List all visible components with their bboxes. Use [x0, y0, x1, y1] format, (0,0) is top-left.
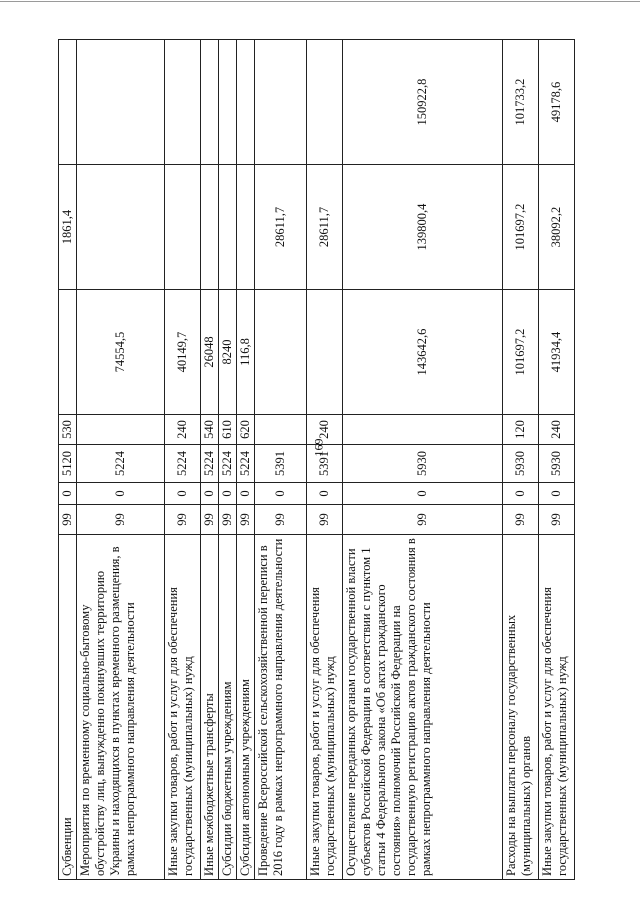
table-row: [77, 40, 165, 880]
cell-code-3: 5224: [77, 445, 165, 483]
cell-value-1: 40149,7: [165, 290, 201, 415]
cell-value-2: 1861,4: [59, 165, 77, 290]
cell-code-2: 0: [237, 483, 255, 505]
cell-value-3: [219, 40, 237, 165]
cell-value-2: [237, 165, 255, 290]
table-row: [59, 40, 77, 880]
cell-code-1: 99: [307, 505, 343, 535]
cell-value-3: [77, 40, 165, 165]
cell-code-1: 99: [343, 505, 503, 535]
cell-code-4: 610: [219, 415, 237, 445]
cell-code-3: 5930: [343, 445, 503, 483]
cell-value-2: [77, 165, 165, 290]
cell-code-2: 0: [77, 483, 165, 505]
cell-name: Осуществление переданных органам государственной власти субъектов Российской Федерации в соответствии с пунктом 1 статьи 4 Федерального закона «Об актах гражданского состояния» полномочий Российской Федерации на государственную регистрацию актов гражданского состояния в рамках непрограммного направления деятельности: [343, 535, 503, 880]
cell-value-1: [307, 290, 343, 415]
cell-code-2: 0: [503, 483, 539, 505]
cell-value-1: 41934,4: [539, 290, 575, 415]
cell-name: Иные закупки товаров, работ и услуг для обеспечения государственных (муниципальных) нужд: [307, 535, 343, 880]
cell-code-2: 0: [219, 483, 237, 505]
cell-code-1: 99: [77, 505, 165, 535]
cell-value-2: 139800,4: [343, 165, 503, 290]
cell-value-3: 49178,6: [539, 40, 575, 165]
cell-name: Расходы на выплаты персоналу государственных (муниципальных) органов: [503, 535, 539, 880]
cell-name: Субсидии автономным учреждениям: [237, 535, 255, 880]
cell-code-4: [77, 415, 165, 445]
cell-code-4: 540: [201, 415, 219, 445]
cell-value-1: [59, 290, 77, 415]
rotated-table-container: [58, 40, 613, 880]
cell-code-4: 240: [165, 415, 201, 445]
table-row: [165, 40, 201, 880]
cell-code-3: 5391: [255, 445, 307, 483]
cell-code-1: 99: [237, 505, 255, 535]
cell-name: Иные межбюджетные трансферты: [201, 535, 219, 880]
cell-code-4: 120: [503, 415, 539, 445]
cell-name: Иные закупки товаров, работ и услуг для обеспечения государственных (муниципальных) нужд: [539, 535, 575, 880]
cell-code-2: 0: [307, 483, 343, 505]
cell-code-4: 240: [539, 415, 575, 445]
cell-code-1: 99: [503, 505, 539, 535]
cell-value-2: [219, 165, 237, 290]
cell-name: Субсидии бюджетным учреждениям: [219, 535, 237, 880]
cell-code-3: 5120: [59, 445, 77, 483]
cell-value-2: 28611,7: [255, 165, 307, 290]
cell-value-3: [201, 40, 219, 165]
cell-value-3: [307, 40, 343, 165]
cell-code-4: 530: [59, 415, 77, 445]
cell-value-2: 28611,7: [307, 165, 343, 290]
cell-code-1: 99: [59, 505, 77, 535]
cell-code-2: 0: [255, 483, 307, 505]
table-row: [237, 40, 255, 880]
cell-code-2: 0: [59, 483, 77, 505]
table-row: [219, 40, 237, 880]
cell-value-3: [237, 40, 255, 165]
cell-code-4: [343, 415, 503, 445]
cell-value-3: 101733,2: [503, 40, 539, 165]
cell-value-3: [165, 40, 201, 165]
cell-value-1: 116,8: [237, 290, 255, 415]
cell-name: Проведение Всероссийской сельскохозяйственной переписи в 2016 году в рамках непрограммного направления деятельности: [255, 535, 307, 880]
cell-value-2: [201, 165, 219, 290]
cell-code-2: 0: [539, 483, 575, 505]
cell-code-3: 5930: [539, 445, 575, 483]
table-row: [201, 40, 219, 880]
table-row: [503, 40, 539, 880]
cell-value-3: [59, 40, 77, 165]
cell-value-2: [165, 165, 201, 290]
cell-name: Субвенции: [59, 535, 77, 880]
cell-code-3: 5391: [307, 445, 343, 483]
cell-code-3: 5224: [165, 445, 201, 483]
cell-name: Иные закупки товаров, работ и услуг для обеспечения государственных (муниципальных) нужд: [165, 535, 201, 880]
table-row: [255, 40, 307, 880]
cell-code-4: 240: [307, 415, 343, 445]
table-body: [59, 40, 575, 880]
cell-name: Мероприятия по временному социально-бытовому обустройству лиц, вынужденно покинувших территорию Украины и находящихся в пунктах временного размещения, в рамках непрограммного направления деятельности: [77, 535, 165, 880]
cell-value-2: 38092,2: [539, 165, 575, 290]
cell-value-1: 143642,6: [343, 290, 503, 415]
cell-value-1: 8240: [219, 290, 237, 415]
cell-value-1: 101697,2: [503, 290, 539, 415]
cell-code-4: [255, 415, 307, 445]
cell-code-1: 99: [219, 505, 237, 535]
cell-value-1: 74554,5: [77, 290, 165, 415]
cell-value-3: [255, 40, 307, 165]
table-row: [307, 40, 343, 880]
cell-code-3: 5930: [503, 445, 539, 483]
cell-code-3: 5224: [237, 445, 255, 483]
cell-code-1: 99: [165, 505, 201, 535]
cell-code-2: 0: [343, 483, 503, 505]
cell-code-3: 5224: [219, 445, 237, 483]
cell-value-1: 26048: [201, 290, 219, 415]
cell-code-2: 0: [165, 483, 201, 505]
table-row: [539, 40, 575, 880]
budget-table: [58, 39, 575, 880]
cell-value-1: [255, 290, 307, 415]
cell-code-3: 5224: [201, 445, 219, 483]
page-number: 169: [311, 438, 326, 457]
cell-code-2: 0: [201, 483, 219, 505]
cell-code-1: 99: [255, 505, 307, 535]
top-rule: [0, 1, 640, 2]
table-row: [343, 40, 503, 880]
cell-code-1: 99: [201, 505, 219, 535]
cell-value-2: 101697,2: [503, 165, 539, 290]
cell-value-3: 150922,8: [343, 40, 503, 165]
cell-code-1: 99: [539, 505, 575, 535]
cell-code-4: 620: [237, 415, 255, 445]
